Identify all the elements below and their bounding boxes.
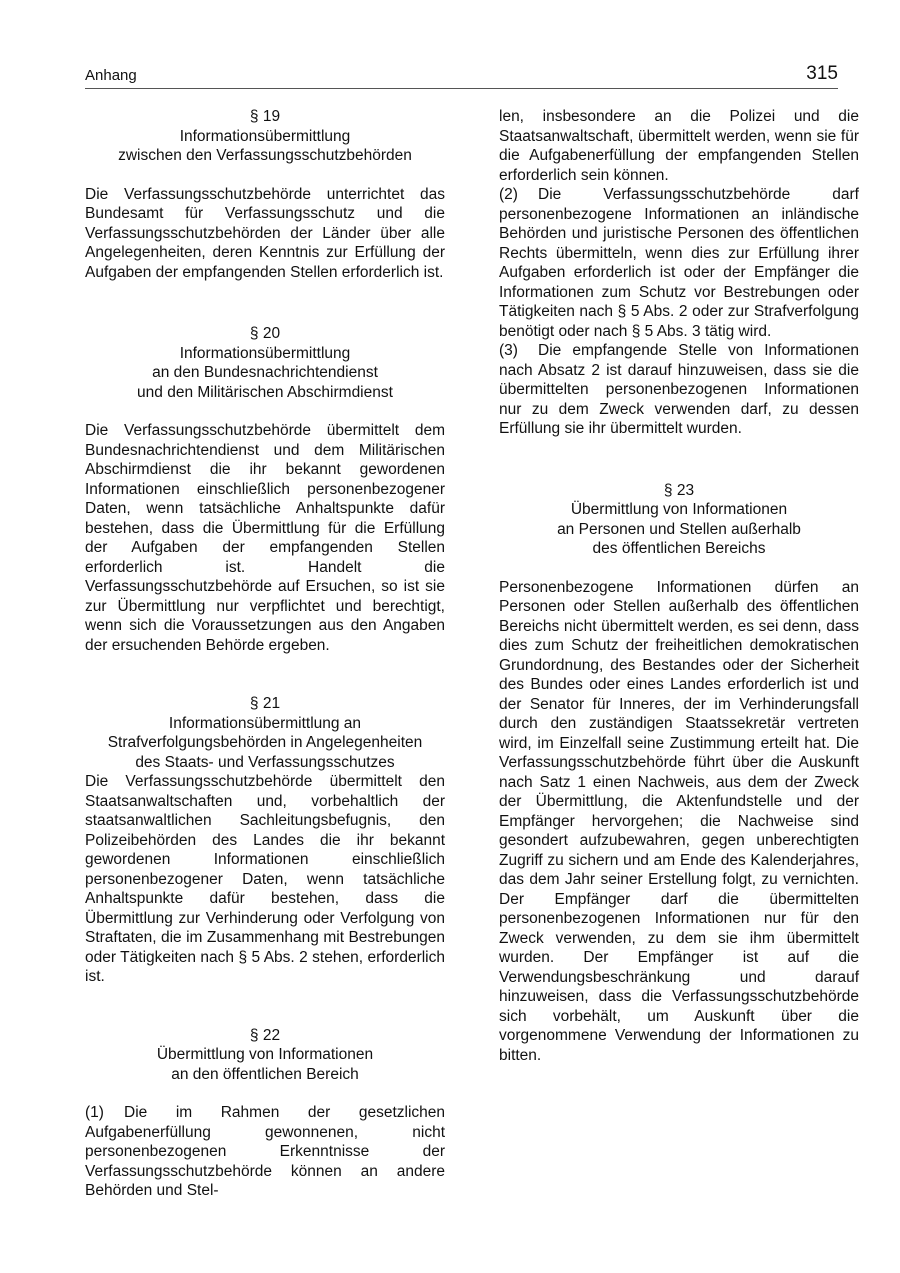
- section-title: Strafverfolgungsbehörden in Angelegenheiten: [107, 734, 423, 751]
- right-column: [499, 107, 859, 1065]
- section-title: zwischen den Verfassungsschutzbehörden: [118, 147, 412, 164]
- section-number: § 21: [249, 695, 281, 712]
- paragraph-number: (3): [499, 342, 518, 359]
- section-title: an den öffentlichen Bereich: [171, 1065, 359, 1083]
- page-number: 315: [806, 63, 838, 84]
- section-number: § 22: [249, 1026, 281, 1044]
- paragraph-number: (2): [499, 186, 518, 203]
- section-22-continued: [499, 107, 859, 439]
- paragraph-number: (1): [85, 1104, 104, 1121]
- paragraph-2: [499, 185, 859, 341]
- section-21: [85, 694, 445, 987]
- section-title: des Staats- und Verfassungsschutzes: [135, 753, 395, 771]
- section-text: Personenbezogene Informationen dürfen an Personen oder Stellen außerhalb des öffentlichen Bereichs nicht übermittelt werden, es sei denn, dass dies zum Schutz der freiheitlichen demokratischen Grundordnung, des Bestandes oder der Sicherheit des Bundes oder eines Landes erforderlich ist und der Senator für Inneres, der im Verhinderungsfall durch den zuständigen Staatssekretär vertreten wird, im Einzelfall seine Zustimmung erteilt hat. Die Verfassungsschutzbehörde führt über die Auskunft nach Satz 1 einen Nachweis, aus dem der Zweck der Übermittlung, die Aktenfundstelle und der Empfänger hervorgehen; die Nachweise sind gesondert aufzubewahren, gegen unberechtigten Zugriff zu sichern und am Ende des Kalenderjahres, das dem Jahr seiner Erstellung folgt, zu vernichten. Der Empfänger darf die übermittelten personenbezogenen Informationen nur für den Zweck verwenden, zu dem sie ihm übermittelt wurden. Der Empfänger ist auf die Verwendungsbeschränkung und darauf hinzuweisen, dass die Verfassungsschutzbehörde sich vorbehält, um Auskunft über die vorgenommene Verwendung der Informationen zu bitten.: [499, 578, 859, 1064]
- paragraph-text: Die empfangende Stelle von Informationen nach Absatz 2 ist darauf hinzuweisen, dass sie die übermittelten personenbezogenen Informationen nur zu dem Zweck verwenden darf, zu dessen Erfüllung sie ihr übermittelt wurden.: [499, 342, 859, 437]
- section-title: Übermittlung von Informationen: [156, 1046, 374, 1063]
- section-title: und den Militärischen Abschirmdienst: [137, 383, 393, 401]
- section-title: an den Bundesnachrichtendienst: [152, 364, 378, 381]
- section-23: [499, 481, 859, 1066]
- section-19: [85, 107, 445, 282]
- paragraph-text: len, insbesondere an die Polizei und die Staatsanwaltschaft, übermittelt werden, wenn sie für die Aufgabenerfüllung der empfangenden Stellen erforderlich sein können.: [499, 108, 859, 184]
- section-title: Informationsübermittlung: [179, 127, 351, 145]
- paragraph-text: Die im Rahmen der gesetzlichen Aufgabenerfüllung gewonnenen, nicht personenbezogenen Erkenntnisse der Verfassungsschutzbehörde können an andere Behörden und Stel-: [85, 1104, 445, 1199]
- section-22: [85, 1026, 445, 1201]
- section-text: Die Verfassungsschutzbehörde übermittelt den Staatsanwaltschaften und, vorbehaltlich der staatsanwaltlichen Sachleitungsbefugnis, den Polizeibehörden des Landes die ihr bekannt gewordenen Informationen einschließlich personenbezogener Daten, wenn tatsächliche Anhaltspunkte dafür bestehen, dass die Übermittlung zur Verhinderung oder Verfolgung von Straftaten, die im Zusammenhang mit Bestrebungen oder Tätigkeiten nach § 5 Abs. 2 stehen, erforderlich ist.: [85, 773, 445, 985]
- section-number: § 23: [663, 481, 695, 499]
- section-title: Übermittlung von Informationen: [570, 501, 788, 518]
- section-text: Die Verfassungsschutzbehörde übermittelt dem Bundesnachrichtendienst und dem Militärischen Abschirmdienst die ihr bekannt gewordenen Informationen einschließlich personenbezogener Daten, wenn tatsächliche Anhaltspunkte dafür bestehen, dass die Übermittlung für die Erfüllung der Aufgaben der empfangenden Stellen erforderlich ist. Handelt die Verfassungsschutzbehörde auf Ersuchen, so ist sie zur Übermittlung nur verpflichtet und berechtigt, wenn sich die Voraussetzungen aus den Angaben der ersuchenden Behörde ergeben.: [85, 422, 445, 654]
- section-title: Informationsübermittlung: [179, 344, 351, 362]
- left-column: [85, 107, 445, 1201]
- section-title: Informationsübermittlung an: [168, 714, 362, 732]
- section-number: § 20: [249, 325, 281, 342]
- paragraph-3: [499, 341, 859, 439]
- section-title: an Personen und Stellen außerhalb: [557, 520, 801, 538]
- paragraph-text: Die Verfassungsschutzbehörde darf personenbezogene Informationen an inländische Behörden und juristische Personen des öffentlichen Rechts übermitteln, wenn dies zur Erfüllung ihrer Aufgaben erforderlich ist oder der Empfänger die Informationen zum Schutz vor Bestrebungen oder Tätigkeiten nach § 5 Abs. 2 oder zur Strafverfolgung benötigt oder nach § 5 Abs. 3 tätig wird.: [499, 186, 859, 340]
- section-20: [85, 324, 445, 655]
- section-number: § 19: [249, 108, 281, 125]
- section-text: Die Verfassungsschutzbehörde unterrichtet das Bundesamt für Verfassungsschutz und die Verfassungsschutzbehörden der Länder über alle Angelegenheiten, deren Kenntnis zur Erfüllung der Aufgaben der empfangenden Stellen erforderlich ist.: [85, 185, 445, 281]
- page-header: [85, 62, 838, 88]
- paragraph-1: [85, 1103, 445, 1201]
- header-rule: [85, 88, 838, 89]
- running-head: Anhang: [85, 67, 137, 84]
- section-title: des öffentlichen Bereichs: [592, 540, 766, 557]
